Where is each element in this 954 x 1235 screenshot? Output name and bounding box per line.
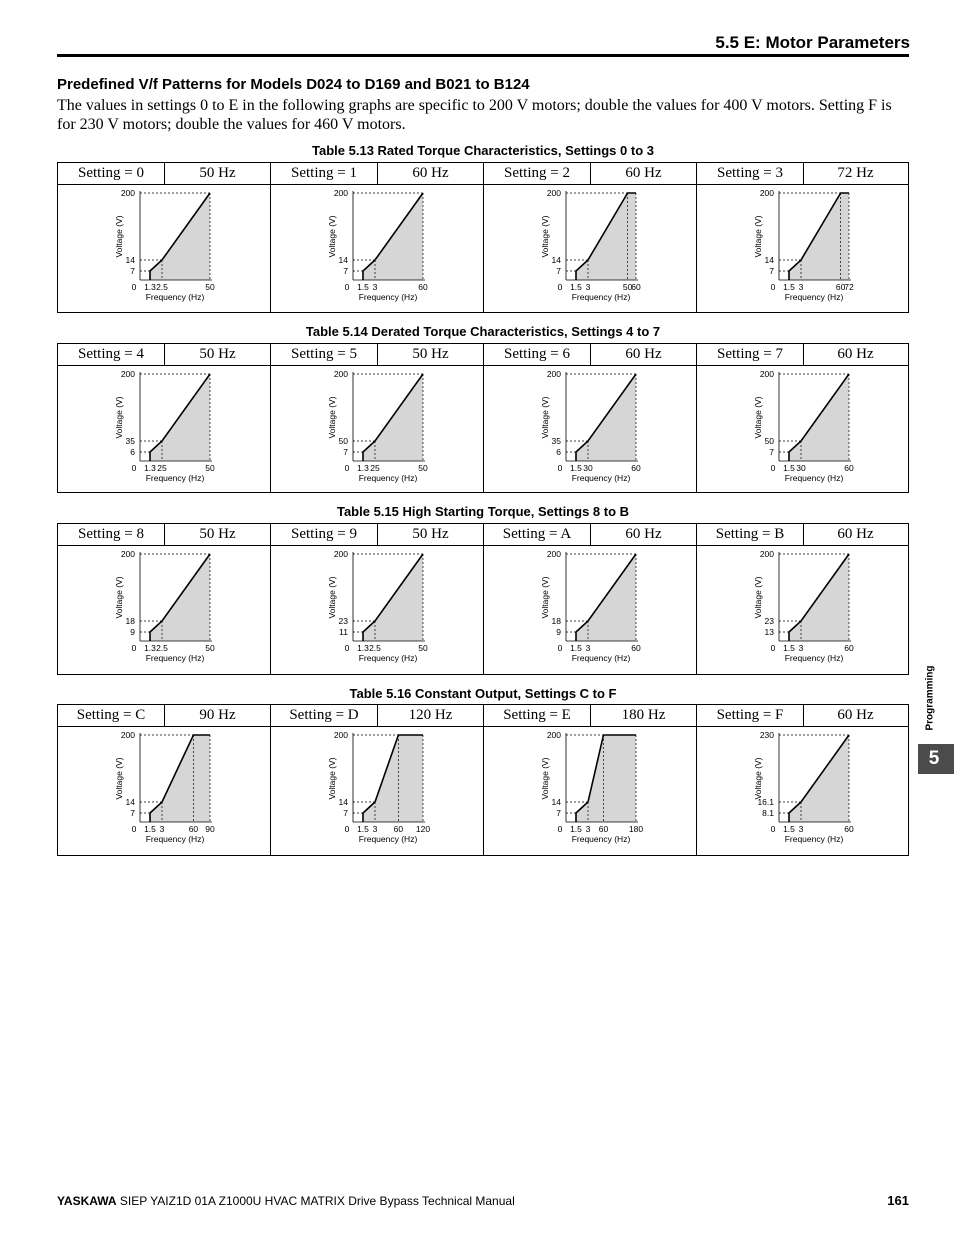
- y-tick-label: 200: [333, 369, 348, 379]
- x-tick-label: 3: [372, 824, 378, 834]
- y-tick-label: 9: [556, 627, 561, 637]
- x-tick-label: 72: [844, 282, 854, 292]
- x-tick-label: 60: [631, 463, 641, 473]
- y-tick-label: 14: [551, 797, 561, 807]
- footer-manual-title: SIEP YAIZ1D 01A Z1000U HVAC MATRIX Drive Bypass Technical Manual: [116, 1194, 515, 1208]
- table-caption-5-16: Table 5.16 Constant Output, Settings C to F: [349, 686, 617, 701]
- y-tick-label: 11: [339, 627, 348, 637]
- y-tick-label: 200: [120, 369, 135, 379]
- y-tick-label: 200: [333, 730, 348, 740]
- x-tick-label: 50: [205, 282, 215, 292]
- y-tick-label: 7: [343, 266, 348, 276]
- y-axis-title: Voltage (V): [540, 576, 550, 619]
- y-tick-label: 35: [551, 436, 561, 446]
- x-tick-label: 50: [418, 643, 428, 653]
- x-tick-label: 0: [557, 282, 563, 292]
- x-tick-label: 60: [844, 643, 854, 653]
- y-tick-label: 200: [759, 369, 774, 379]
- y-axis-title: Voltage (V): [327, 757, 337, 800]
- frequency-label: 60 Hz: [837, 346, 874, 362]
- x-axis-title: Frequency (Hz): [145, 292, 205, 302]
- vf-pattern-svg: [271, 185, 484, 311]
- vf-chart-setting-d: [271, 727, 484, 855]
- y-axis-title: Voltage (V): [540, 396, 550, 439]
- x-tick-label: 3: [585, 282, 591, 292]
- x-tick-label: 60: [418, 282, 428, 292]
- x-tick-label: 1.5: [357, 824, 369, 834]
- vf-chart-setting-8: [58, 546, 271, 674]
- x-tick-label: 0: [770, 463, 776, 473]
- setting-label: Setting = 9: [291, 526, 357, 542]
- vf-chart-setting-9: [271, 546, 484, 674]
- frequency-label: 60 Hz: [625, 165, 662, 181]
- x-tick-label: 50: [205, 463, 215, 473]
- frequency-label: 60 Hz: [837, 707, 874, 723]
- x-tick-label: 0: [344, 643, 350, 653]
- y-tick-label: 6: [556, 447, 561, 457]
- x-tick-label: 50: [205, 643, 215, 653]
- pattern-table-5-16: [57, 704, 909, 856]
- frequency-label: 180 Hz: [621, 707, 666, 723]
- setting-label: Setting = 7: [717, 346, 783, 362]
- y-axis-title: Voltage (V): [753, 757, 763, 800]
- vf-pattern-svg: [58, 366, 271, 492]
- y-tick-label: 7: [343, 447, 348, 457]
- x-tick-label: 60: [598, 824, 609, 834]
- x-tick-label: 1.3: [144, 463, 156, 473]
- x-tick-label: 90: [205, 824, 215, 834]
- vf-chart-setting-5: [271, 366, 484, 492]
- vf-pattern-svg: [484, 366, 697, 492]
- x-tick-label: 1.5: [783, 463, 795, 473]
- y-tick-label: 7: [130, 808, 135, 818]
- x-tick-label: 0: [770, 643, 776, 653]
- frequency-label: 50 Hz: [199, 526, 236, 542]
- frequency-label: 50 Hz: [199, 346, 236, 362]
- vf-pattern-svg: [697, 366, 910, 492]
- y-tick-label: 200: [759, 188, 774, 198]
- x-tick-label: 0: [344, 463, 350, 473]
- x-axis-title: Frequency (Hz): [784, 292, 844, 302]
- x-axis-title: Frequency (Hz): [358, 473, 418, 483]
- table-caption-5-15: Table 5.15 High Starting Torque, Settings 8 to B: [336, 504, 630, 519]
- setting-label: Setting = E: [503, 707, 571, 723]
- x-axis-title: Frequency (Hz): [571, 834, 631, 844]
- y-axis-title: Voltage (V): [327, 215, 337, 258]
- x-axis-title: Frequency (Hz): [145, 653, 205, 663]
- vf-chart-setting-1: [271, 185, 484, 312]
- frequency-label: 50 Hz: [412, 346, 449, 362]
- x-tick-label: 0: [557, 463, 563, 473]
- y-axis-title: Voltage (V): [114, 215, 124, 258]
- x-tick-label: 3: [585, 643, 591, 653]
- y-tick-label: 200: [120, 549, 135, 559]
- x-tick-label: 60: [844, 463, 854, 473]
- y-tick-label: 50: [764, 436, 774, 446]
- setting-label: Setting = F: [716, 707, 784, 723]
- y-tick-label: 14: [338, 255, 348, 265]
- y-tick-label: 23: [764, 616, 774, 626]
- y-tick-label: 8.1: [762, 808, 774, 818]
- setting-label: Setting = 0: [78, 165, 144, 181]
- vf-pattern-svg: [484, 727, 697, 853]
- frequency-label: 60 Hz: [837, 526, 874, 542]
- vf-chart-setting-a: [484, 546, 697, 674]
- y-tick-label: 200: [546, 369, 561, 379]
- frequency-label: 60 Hz: [625, 526, 662, 542]
- vf-chart-setting-0: [58, 185, 271, 312]
- y-tick-label: 7: [556, 266, 561, 276]
- x-tick-label: 0: [344, 282, 350, 292]
- frequency-label: 60 Hz: [412, 165, 449, 181]
- y-tick-label: 6: [130, 447, 135, 457]
- setting-label: Setting = D: [289, 707, 359, 723]
- setting-label: Setting = 6: [504, 346, 570, 362]
- y-tick-label: 14: [338, 797, 348, 807]
- y-axis-title: Voltage (V): [753, 576, 763, 619]
- y-tick-label: 14: [764, 255, 774, 265]
- setting-label: Setting = 8: [78, 526, 144, 542]
- x-tick-label: 3: [798, 643, 804, 653]
- y-axis-title: Voltage (V): [753, 396, 763, 439]
- x-axis-title: Frequency (Hz): [571, 473, 631, 483]
- y-tick-label: 200: [333, 549, 348, 559]
- setting-label: Setting = A: [502, 526, 572, 542]
- frequency-label: 72 Hz: [837, 165, 874, 181]
- chapter-number-badge: [918, 744, 954, 774]
- y-axis-title: Voltage (V): [114, 576, 124, 619]
- y-axis-title: Voltage (V): [114, 396, 124, 439]
- y-tick-label: 200: [333, 188, 348, 198]
- x-tick-label: 1.5: [783, 282, 795, 292]
- y-tick-label: 50: [338, 436, 348, 446]
- y-tick-label: 7: [769, 447, 774, 457]
- frequency-label: 120 Hz: [408, 707, 453, 723]
- vf-pattern-svg: [271, 366, 484, 492]
- x-tick-label: 1.5: [570, 824, 582, 834]
- y-tick-label: 16.1: [757, 797, 774, 807]
- y-tick-label: 13: [764, 627, 774, 637]
- x-tick-label: 1.3: [357, 463, 369, 473]
- x-tick-label: 1.3: [144, 282, 156, 292]
- table-caption-5-13: Table 5.13 Rated Torque Characteristics, Settings 0 to 3: [312, 143, 654, 158]
- y-tick-label: 7: [769, 266, 774, 276]
- vf-pattern-svg: [271, 546, 484, 672]
- x-tick-label: 60: [844, 824, 854, 834]
- header-rule: [57, 54, 909, 57]
- page-number: 161: [887, 1193, 909, 1208]
- x-tick-label: 3: [159, 824, 165, 834]
- vf-chart-setting-7: [697, 366, 910, 492]
- y-tick-label: 230: [759, 730, 774, 740]
- chapter-number: 5: [928, 748, 940, 769]
- x-tick-label: 50: [622, 282, 633, 292]
- vf-chart-setting-4: [58, 366, 271, 492]
- y-tick-label: 200: [120, 730, 135, 740]
- vf-pattern-svg: [271, 727, 484, 853]
- vf-chart-setting-2: [484, 185, 697, 312]
- x-tick-label: 1.5: [783, 643, 795, 653]
- section-heading: Predefined V/f Patterns for Models D024 to D169 and B021 to B124: [57, 76, 530, 93]
- x-tick-label: 30: [796, 463, 806, 473]
- frequency-label: 50 Hz: [412, 526, 449, 542]
- vf-pattern-svg: [697, 185, 910, 311]
- x-tick-label: 0: [131, 282, 137, 292]
- x-tick-label: 2.5: [156, 643, 168, 653]
- vf-chart-setting-3: [697, 185, 910, 312]
- x-axis-title: Frequency (Hz): [145, 473, 205, 483]
- x-tick-label: 25: [157, 463, 167, 473]
- x-tick-label: 0: [770, 282, 776, 292]
- y-tick-label: 9: [130, 627, 135, 637]
- vf-chart-setting-f: [697, 727, 910, 855]
- vf-pattern-svg: [697, 727, 910, 853]
- y-tick-label: 18: [551, 616, 561, 626]
- vf-pattern-svg: [58, 546, 271, 672]
- x-tick-label: 2.5: [369, 643, 381, 653]
- x-tick-label: 1.5: [570, 463, 582, 473]
- x-tick-label: 1.5: [144, 824, 156, 834]
- x-axis-title: Frequency (Hz): [784, 473, 844, 483]
- y-tick-label: 200: [546, 730, 561, 740]
- setting-label: Setting = 5: [291, 346, 357, 362]
- pattern-table-5-14: [57, 343, 909, 493]
- frequency-label: 50 Hz: [199, 165, 236, 181]
- y-tick-label: 7: [556, 808, 561, 818]
- setting-label: Setting = 1: [291, 165, 357, 181]
- x-axis-title: Frequency (Hz): [358, 292, 418, 302]
- y-axis-title: Voltage (V): [540, 757, 550, 800]
- y-tick-label: 14: [125, 797, 135, 807]
- x-tick-label: 2.5: [156, 282, 168, 292]
- x-tick-label: 120: [415, 824, 431, 834]
- y-tick-label: 200: [546, 188, 561, 198]
- y-tick-label: 35: [125, 436, 135, 446]
- x-tick-label: 0: [131, 463, 137, 473]
- x-axis-title: Frequency (Hz): [784, 834, 844, 844]
- footer-text: [57, 1194, 515, 1208]
- setting-label: Setting = B: [715, 526, 785, 542]
- vf-chart-setting-6: [484, 366, 697, 492]
- x-tick-label: 0: [131, 643, 137, 653]
- x-axis-title: Frequency (Hz): [358, 653, 418, 663]
- x-tick-label: 60: [393, 824, 404, 834]
- x-tick-label: 3: [798, 282, 804, 292]
- y-tick-label: 7: [343, 808, 348, 818]
- vf-area-fill: [576, 193, 636, 280]
- setting-label: Setting = C: [76, 707, 146, 723]
- x-tick-label: 60: [631, 282, 641, 292]
- y-tick-label: 7: [130, 266, 135, 276]
- x-tick-label: 3: [798, 824, 804, 834]
- x-tick-label: 1.5: [783, 824, 795, 834]
- vf-chart-setting-c: [58, 727, 271, 855]
- y-tick-label: 14: [551, 255, 561, 265]
- x-tick-label: 60: [835, 282, 846, 292]
- frequency-label: 90 Hz: [199, 707, 236, 723]
- vf-area-fill: [576, 735, 636, 822]
- vf-chart-setting-b: [697, 546, 910, 674]
- vf-pattern-svg: [697, 546, 910, 672]
- y-axis-title: Voltage (V): [327, 576, 337, 619]
- setting-label: Setting = 2: [504, 165, 570, 181]
- footer-brand: YASKAWA: [57, 1194, 117, 1208]
- pattern-table-5-15: [57, 523, 909, 675]
- y-axis-title: Voltage (V): [114, 757, 124, 800]
- y-tick-label: 18: [125, 616, 135, 626]
- x-tick-label: 1.3: [144, 643, 156, 653]
- vf-pattern-svg: [58, 727, 271, 853]
- x-tick-label: 1.5: [570, 643, 582, 653]
- y-axis-title: Voltage (V): [540, 215, 550, 258]
- x-tick-label: 3: [585, 824, 591, 834]
- chapter-tab-label: Programming: [924, 665, 936, 731]
- x-axis-title: Frequency (Hz): [145, 834, 205, 844]
- x-axis-title: Frequency (Hz): [571, 292, 631, 302]
- vf-area-fill: [789, 193, 849, 280]
- x-tick-label: 0: [344, 824, 350, 834]
- y-tick-label: 200: [759, 549, 774, 559]
- vf-chart-setting-e: [484, 727, 697, 855]
- x-tick-label: 1.5: [357, 282, 369, 292]
- x-tick-label: 1.3: [357, 643, 369, 653]
- setting-label: Setting = 4: [78, 346, 144, 362]
- x-tick-label: 0: [557, 824, 563, 834]
- pattern-table-5-13: [57, 162, 909, 313]
- x-tick-label: 50: [418, 463, 428, 473]
- intro-paragraph: The values in settings 0 to E in the following graphs are specific to 200 V motors; double the values for 400 V motors. Setting F is for 230 V motors; double the values for 460 V motors.: [57, 97, 892, 133]
- x-tick-label: 0: [770, 824, 776, 834]
- frequency-label: 60 Hz: [625, 346, 662, 362]
- x-tick-label: 1.5: [570, 282, 582, 292]
- y-axis-title: Voltage (V): [753, 215, 763, 258]
- vf-pattern-svg: [484, 546, 697, 672]
- vf-area-fill: [150, 735, 210, 822]
- y-tick-label: 200: [120, 188, 135, 198]
- x-tick-label: 30: [583, 463, 593, 473]
- setting-label: Setting = 3: [717, 165, 783, 181]
- header-section-title: 5.5 E: Motor Parameters: [715, 33, 910, 52]
- x-axis-title: Frequency (Hz): [784, 653, 844, 663]
- x-tick-label: 60: [188, 824, 199, 834]
- chapter-side-tab: [920, 655, 940, 741]
- x-tick-label: 25: [370, 463, 380, 473]
- x-tick-label: 0: [557, 643, 563, 653]
- x-tick-label: 3: [372, 282, 378, 292]
- vf-pattern-svg: [484, 185, 697, 311]
- x-axis-title: Frequency (Hz): [358, 834, 418, 844]
- table-caption-5-14: Table 5.14 Derated Torque Characteristics, Settings 4 to 7: [305, 324, 661, 339]
- x-tick-label: 0: [131, 824, 137, 834]
- x-tick-label: 60: [631, 643, 641, 653]
- x-axis-title: Frequency (Hz): [571, 653, 631, 663]
- y-tick-label: 23: [338, 616, 348, 626]
- y-tick-label: 200: [546, 549, 561, 559]
- vf-pattern-svg: [58, 185, 271, 311]
- y-tick-label: 14: [125, 255, 135, 265]
- x-tick-label: 180: [628, 824, 644, 834]
- y-axis-title: Voltage (V): [327, 396, 337, 439]
